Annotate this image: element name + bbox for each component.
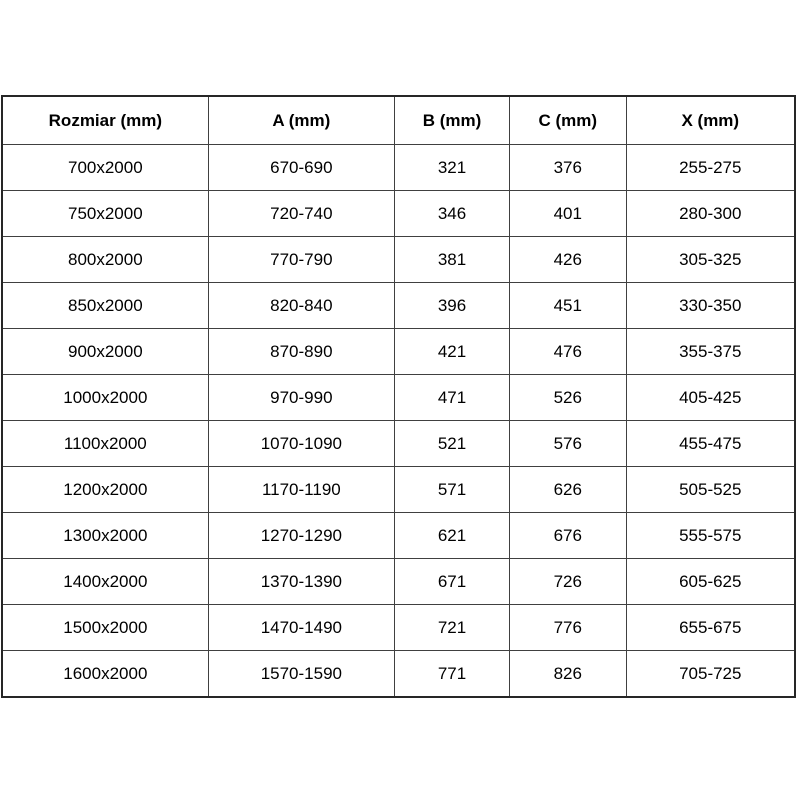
table-cell: 521 — [395, 421, 510, 467]
table-cell: 305-325 — [626, 237, 795, 283]
table-cell: 900x2000 — [2, 329, 208, 375]
table-cell: 726 — [510, 559, 627, 605]
column-header: Rozmiar (mm) — [2, 96, 208, 145]
table-cell: 321 — [395, 145, 510, 191]
table-cell: 280-300 — [626, 191, 795, 237]
column-header: A (mm) — [208, 96, 394, 145]
table-cell: 1600x2000 — [2, 651, 208, 698]
table-cell: 1070-1090 — [208, 421, 394, 467]
table-cell: 776 — [510, 605, 627, 651]
table-cell: 1400x2000 — [2, 559, 208, 605]
table-row — [2, 513, 795, 559]
table-cell: 800x2000 — [2, 237, 208, 283]
table-cell: 421 — [395, 329, 510, 375]
table-cell: 376 — [510, 145, 627, 191]
table-row — [2, 421, 795, 467]
table-cell: 455-475 — [626, 421, 795, 467]
table-cell: 1170-1190 — [208, 467, 394, 513]
table-cell: 770-790 — [208, 237, 394, 283]
column-header: X (mm) — [626, 96, 795, 145]
table-cell: 605-625 — [626, 559, 795, 605]
table-cell: 355-375 — [626, 329, 795, 375]
table-row — [2, 467, 795, 513]
table-cell: 970-990 — [208, 375, 394, 421]
table-cell: 1100x2000 — [2, 421, 208, 467]
table-cell: 621 — [395, 513, 510, 559]
table-cell: 555-575 — [626, 513, 795, 559]
table-cell: 1570-1590 — [208, 651, 394, 698]
table-cell: 626 — [510, 467, 627, 513]
table-row — [2, 237, 795, 283]
table-cell: 820-840 — [208, 283, 394, 329]
table-cell: 381 — [395, 237, 510, 283]
table-cell: 255-275 — [626, 145, 795, 191]
table-cell: 850x2000 — [2, 283, 208, 329]
table-cell: 401 — [510, 191, 627, 237]
table-cell: 671 — [395, 559, 510, 605]
table-cell: 451 — [510, 283, 627, 329]
table-row — [2, 651, 795, 698]
column-header: C (mm) — [510, 96, 627, 145]
header-row — [2, 96, 795, 145]
table-cell: 1270-1290 — [208, 513, 394, 559]
table-row — [2, 191, 795, 237]
table-cell: 576 — [510, 421, 627, 467]
table-cell: 330-350 — [626, 283, 795, 329]
size-table — [1, 95, 796, 698]
table-row — [2, 329, 795, 375]
table-row — [2, 605, 795, 651]
table-cell: 750x2000 — [2, 191, 208, 237]
table-cell: 426 — [510, 237, 627, 283]
table-cell: 1470-1490 — [208, 605, 394, 651]
table-cell: 720-740 — [208, 191, 394, 237]
table-cell: 505-525 — [626, 467, 795, 513]
table-cell: 1500x2000 — [2, 605, 208, 651]
table-cell: 655-675 — [626, 605, 795, 651]
table-cell: 670-690 — [208, 145, 394, 191]
table-cell: 721 — [395, 605, 510, 651]
size-table-body — [2, 145, 795, 698]
table-cell: 396 — [395, 283, 510, 329]
size-table-header — [2, 96, 795, 145]
table-cell: 826 — [510, 651, 627, 698]
table-row — [2, 283, 795, 329]
table-cell: 346 — [395, 191, 510, 237]
table-cell: 526 — [510, 375, 627, 421]
table-cell: 676 — [510, 513, 627, 559]
table-cell: 700x2000 — [2, 145, 208, 191]
table-cell: 771 — [395, 651, 510, 698]
table-cell: 471 — [395, 375, 510, 421]
table-cell: 1000x2000 — [2, 375, 208, 421]
table-row — [2, 375, 795, 421]
table-cell: 705-725 — [626, 651, 795, 698]
table-cell: 1200x2000 — [2, 467, 208, 513]
table-cell: 870-890 — [208, 329, 394, 375]
table-cell: 571 — [395, 467, 510, 513]
table-row — [2, 145, 795, 191]
table-cell: 1300x2000 — [2, 513, 208, 559]
table-cell: 1370-1390 — [208, 559, 394, 605]
table-row — [2, 559, 795, 605]
table-cell: 405-425 — [626, 375, 795, 421]
table-cell: 476 — [510, 329, 627, 375]
column-header: B (mm) — [395, 96, 510, 145]
